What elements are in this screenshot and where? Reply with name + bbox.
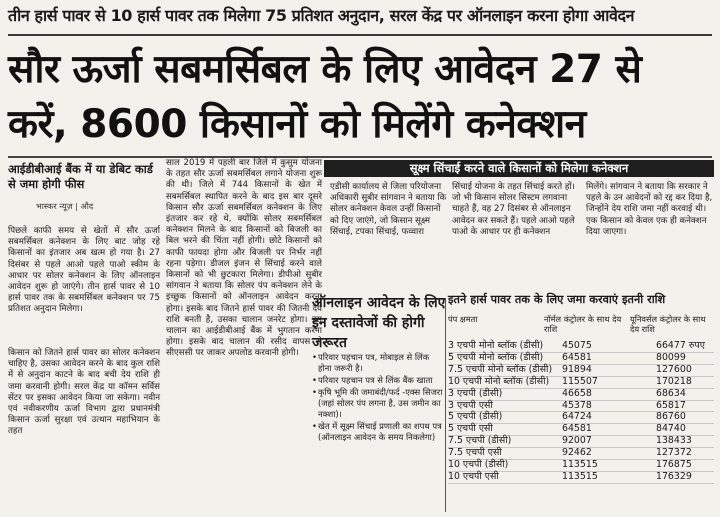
kicker-headline: तीन हार्स पावर से 10 हार्स पावर तक मिलेगा 75 प्रतिशत अनुदान, सरल केंद्र पर ऑनलाइन करना होगा आवेदन: [8, 6, 635, 25]
normal-controller-amount-cell: 92462: [556, 448, 636, 460]
table-row: [448, 388, 714, 400]
pump-capacity-cell: 5 एचपी एसी: [448, 424, 556, 436]
documents-list: [312, 352, 444, 444]
article-column-1-continued: किसान को जितने हार्स पावर का सोलर कनेक्शन चाहिए है, उसका आवेदन करने के बाद कुल राशि में से अनुदान काटने के बाद बची देय राशि ही जमा करवानी होगी। सरल केंद्र या कॉमन सर्विस सेंटर पर इसका आवेदन किया जा सकेगा। नवीन एवं नवीकरणीय ऊर्जा विभाग द्वारा प्रधानमंत्री किसान ऊर्जा सुरक्षा एवं उत्थान महाभियान के तहत: [8, 348, 160, 437]
pump-capacity-cell: 10 एचपी एसी: [448, 471, 556, 483]
table-row: [448, 376, 714, 388]
universal-controller-amount-cell: 80099: [636, 352, 714, 364]
table-row: [448, 460, 714, 472]
normal-controller-amount-cell: 64581: [556, 424, 636, 436]
article-column-5: मिलेंगे। सांगवान ने बताया कि सरकार ने पहले के उन आवेदनों को रद्द कर दिया है, जिन्होंने देय राशि जमा नहीं करवाई थी। एक किसान को केवल एक ही कनेक्शन दिया जाएगा।: [586, 182, 713, 237]
universal-controller-amount-cell: 176875: [636, 460, 714, 472]
article-column-2: साल 2019 में पहली बार जिले में कुसुम योजना के तहत सौर ऊर्जा सबमर्सिबल लगाने योजना शुरू की थी। जिले में 744 किसानों के खेत में सबमर्सिबल स्थापित करने के बाद इस बार दूसरे किसान सौर ऊर्जा सबमर्सिबल कनेक्शन के लिए इंतजार कर रहे थे, क्योंकि सोलर सबमर्सिबल कनेक्शन मिलने के बाद किसानों को बिजली का बिल भरने की चिंता नहीं होगी। छोटे किसानों को काफी फायदा होगा और बिजली पर निर्भर नहीं रहना पड़ेगा। डीजल इंजन से सिंचाई करने वाले किसानों को भी छुटकारा मिलेगा। डीपीओ सुबीर सांगवान ने बताया कि सोलर पंप कनेक्शन लेने के इच्छुक किसानों को ऑनलाइन आवेदन करना होगा। इसके बाद जितने हार्स पावर की जितनी देय राशि बनती है, उसका चालान जनरेट होगा। इस चालान का आईडीबीआई बैंक में भुगतान करना होगा। इसके बाद चालान की रसीद वापस से सीएससी पर जाकर अपलोड करवानी होगी।: [166, 158, 322, 359]
table-row: [448, 341, 714, 352]
universal-controller-amount-cell: 68634: [636, 388, 714, 400]
universal-controller-amount-cell: 65817: [636, 400, 714, 412]
documents-list-item: • कृषि भूमि की जमाबंदी/फर्द -एक्स सिजरा (जहां सोलर पंप लगना है, उस जमीन का नक्शा)।: [312, 387, 444, 419]
documents-list-item: • खेत में सूक्ष्म सिंचाई प्रणाली का शपथ पत्र (ऑनलाइन आवेदन के समय निकलेगा): [312, 421, 444, 443]
normal-controller-amount-cell: 64581: [556, 352, 636, 364]
universal-controller-amount-cell: 66477 रुपए: [636, 341, 714, 352]
universal-controller-amount-cell: 127372: [636, 448, 714, 460]
table-header-row: [448, 312, 716, 342]
normal-controller-amount-cell: 113515: [556, 471, 636, 483]
normal-controller-amount-cell: 64724: [556, 412, 636, 424]
table-row: [448, 448, 714, 460]
universal-controller-amount-cell: 170218: [636, 376, 714, 388]
kicker-divider: [8, 34, 712, 36]
table-row: [448, 364, 714, 376]
pump-capacity-cell: 7.5 एचपी (डीसी): [448, 436, 556, 448]
article-column-3: एडीसी कार्यालय से जिला परियोजना अधिकारी सुबीर सांगवान ने बताया कि सोलर कनेक्शन केवल उन्हीं किसानों को दिए जाएंगे, जो किसान सूक्ष्म सिंचाई, टपका सिंचाई, फव्वारा: [330, 182, 447, 237]
universal-controller-amount-cell: 176329: [636, 471, 714, 483]
pump-capacity-cell: 3 एचपी मोनो ब्लॉक (डीसी): [448, 341, 556, 352]
pump-capacity-cell: 3 एचपी एसी: [448, 400, 556, 412]
table-row: [448, 436, 714, 448]
documents-list-item: • परिवार पहचान पत्र, मोबाइल से लिंक होना जरूरी है।: [312, 352, 444, 374]
pump-capacity-cell: 7.5 एचपी एसी: [448, 448, 556, 460]
pump-capacity-cell: 5 एचपी (डीसी): [448, 412, 556, 424]
column-divider: [445, 298, 446, 512]
pump-capacity-cell: 10 एचपी (डीसी): [448, 460, 556, 472]
column-header-normal-controller: नॉर्मल कंट्रोलर के साथ देय राशि: [544, 314, 622, 334]
pump-capacity-cell: 5 एचपी मोनो ब्लॉक (डीसी): [448, 352, 556, 364]
normal-controller-amount-cell: 46658: [556, 388, 636, 400]
subsidy-table-body: [448, 341, 714, 483]
byline: भास्कर न्यूज़ | औद: [36, 201, 94, 211]
column-header-universal-controller: यूनिवर्सल कंट्रोलर के साथ देय राशि: [630, 314, 706, 334]
column-header-pump-capacity: पंप क्षमता: [448, 314, 478, 324]
normal-controller-amount-cell: 45378: [556, 400, 636, 412]
table-row: [448, 424, 714, 436]
universal-controller-amount-cell: 127600: [636, 364, 714, 376]
pump-capacity-cell: 10 एचपी मोनो ब्लॉक (डीसी): [448, 376, 556, 388]
normal-controller-amount-cell: 92007: [556, 436, 636, 448]
table-heading: इतने हार्स पावर तक के लिए जमा करवाएं इतनी राशि: [448, 293, 666, 306]
universal-controller-amount-cell: 84740: [636, 424, 714, 436]
table-row: [448, 471, 714, 483]
normal-controller-amount-cell: 45075: [556, 341, 636, 352]
subsidy-table: [448, 341, 714, 484]
main-headline: सौर ऊर्जा सबमर्सिबल के लिए आवेदन 27 से करें, 8600 किसानों को मिलेंगे कनेक्शन: [8, 47, 642, 147]
headline-divider: [8, 156, 712, 158]
normal-controller-amount-cell: 115507: [556, 376, 636, 388]
normal-controller-amount-cell: 113515: [556, 460, 636, 472]
table-row: [448, 352, 714, 364]
pump-capacity-cell: 3 एचपी (डीसी): [448, 388, 556, 400]
documents-heading: ऑनलाइन आवेदन के लिए इन दस्तावेजों की होगी जरूरत: [312, 295, 446, 351]
subheading-banner: सूक्ष्म सिंचाई करने वाले किसानों को मिलेगा कनेक्शन: [324, 160, 714, 177]
documents-list-item: • परिवार पहचान पत्र से लिंक बैंक खाता: [312, 375, 444, 386]
article-column-1: पिछले काफी समय से खेतों में सौर ऊर्जा सबमर्सिबल कनेक्शन के लिए बाट जोह रहे किसानों का इंतजार अब खत्म हो गया है। 27 दिसंबर से पहले आओ पहले पाओ स्कीम के आधार पर सोलर कनेक्शन के लिए ऑनलाइन आवेदन शुरू हो जाएंगे। तीन हार्स पावर से 10 हार्स पावर तक के सबमर्सिबल कनेक्शन पर 75 प्रतिशत अनुदान मिलेगा।: [8, 226, 160, 315]
normal-controller-amount-cell: 91894: [556, 364, 636, 376]
pump-capacity-cell: 7.5 एचपी मोनो ब्लॉक (डीसी): [448, 364, 556, 376]
article-column-4: सिंचाई योजना के तहत सिंचाई करते हों। जो भी किसान सोलर सिस्टम लगवाना चाहते हैं, वह 27 दिसंबर से ऑनलाइन आवेदन कर सकते हैं। पहले आओ पहले पाओ के आधार पर ही कनेक्शन: [452, 182, 575, 237]
universal-controller-amount-cell: 86760: [636, 412, 714, 424]
universal-controller-amount-cell: 138433: [636, 436, 714, 448]
sidebar-heading: आईडीबीआई बैंक में या डेबिट कार्ड से जमा होगी फीस: [8, 162, 153, 191]
